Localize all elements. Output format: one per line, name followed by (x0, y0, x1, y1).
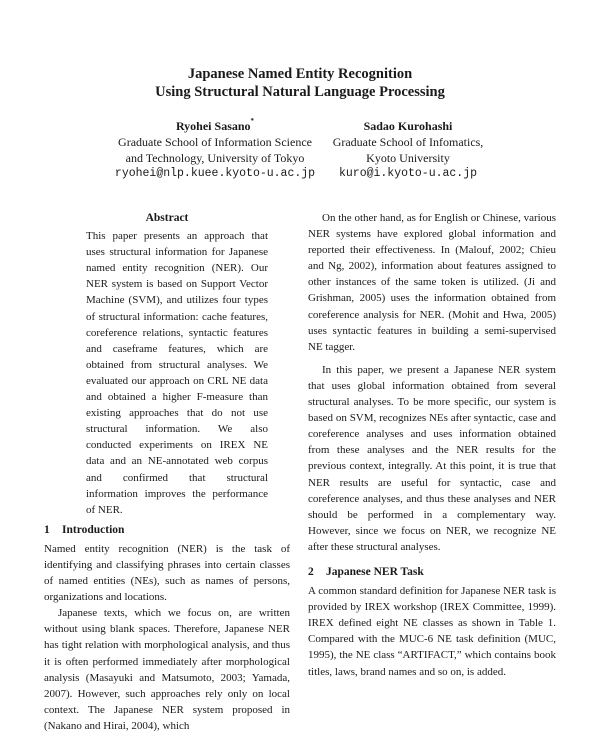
intro-paragraph-4: In this paper, we present a Japanese NER system that uses global information obtained from several structural analyses. To be more specific, our system is based on SVM, recognizes NEs after syntactic, case and coreference analyses and uses information obtained from these analyses and the NER results for the previous context, integrally. At this point, it is true that NER results are useful for syntactic, case and coreference analyses, and thus these analyses and NER should be performed in a complementary way. However, since we focus on NER, we recognize NE after these structural analyses. (308, 363, 556, 553)
abstract-heading: Abstract (145, 212, 189, 224)
author-block-2 (318, 118, 498, 182)
section-title-text: Japanese NER Task (326, 565, 424, 578)
intro-paragraph-2: Japanese texts, which we focus on, are written without using blank spaces. Therefore, Japanese NER has tight relation with morphological analysis, and thus it is often performed immediately after morphological analysis (Masayuki and Matsumoto, 2003; Yamada, 2007). However, such approaches rely only on local context. The Japanese NER system proposed in (Nakano and Hirai, 2004), which (44, 607, 290, 732)
intro-paragraph-3: On the other hand, as for English or Chinese, various NER systems have explored global information and reported their effectiveness. In (Malouf, 2002; Chieu and Ng, 2002), information about features assigned to other instances of the same token is utilized. (Ji and Grishman, 2005) uses the information obtained from coreference analysis for NER. (Mohit and Hwa, 2005) uses syntactic features in building a semi-supervised NE tagger. (308, 212, 556, 353)
section-number: 1 (44, 523, 50, 536)
author-affiliation-line-1: Graduate School of Information Science (118, 135, 312, 149)
task-paragraph-1: A common standard definition for Japanese NER task is provided by IREX workshop (IREX Committee, 1999). IREX defined eight NE classes as shown in Table 1. Compared with the MUC-6 NE task definition (MUC, 1995), the NE class “ARTIFACT,” which contains book titles, laws, brand names and so on, is added. (308, 585, 556, 678)
section-heading-introduction (44, 522, 290, 538)
author-affiliation-line-1: Graduate School of Infomatics, (332, 135, 484, 149)
section-heading-japanese-ner-task (308, 564, 556, 580)
author-affiliation-line-2: and Technology, University of Tokyo (125, 151, 305, 165)
author-name (95, 118, 335, 134)
author-email: ryohei@nlp.kuee.kyoto-u.ac.jp (114, 167, 316, 180)
author-name: Sadao Kurohashi (363, 119, 453, 133)
paper-title-line-2: Using Structural Natural Language Processing (155, 84, 445, 100)
abstract-text: This paper presents an approach that uses structural information for Japanese named entity recognition (NER). Our NER system is based on Support Vector Machine (SVM), and utilizes four types of structural information: cache features, coreference relations, syntactic features and caseframe features, which are obtained from structural analyses. We evaluated our approach on CRL NE data and obtained a higher F-measure than existing approaches that do not use structural information. We also conducted experiments on IREX NE data and an NE-annotated web corpus and confirmed that structural information improves the performance of NER. (86, 230, 268, 516)
section-number: 2 (308, 565, 314, 578)
author-email: kuro@i.kyoto-u.ac.jp (338, 167, 478, 180)
intro-paragraph-1: Named entity recognition (NER) is the task of identifying and classifying phrases into certain classes of named entities (NEs), such as names of persons, organizations and locations. (44, 542, 290, 604)
paper-title-line-1: Japanese Named Entity Recognition (187, 66, 413, 82)
section-title-text: Introduction (62, 523, 125, 536)
author-block-1 (95, 118, 335, 182)
author-footnote-mark: * (250, 117, 255, 125)
left-column (44, 210, 290, 734)
author-affiliation-line-2: Kyoto University (366, 151, 450, 165)
right-column (308, 210, 556, 680)
author-name-text: Ryohei Sasano (175, 119, 251, 133)
paragraph-gap (308, 355, 556, 362)
